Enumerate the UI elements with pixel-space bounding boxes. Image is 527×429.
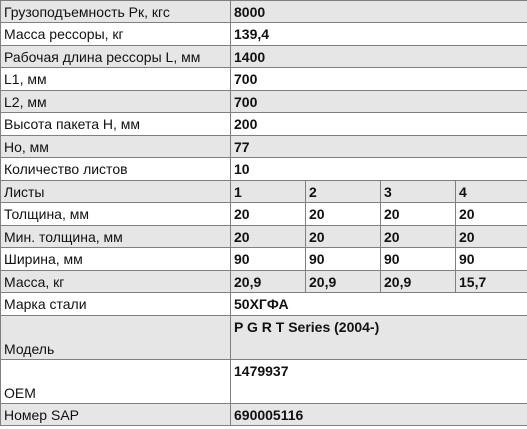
sap-row xyxy=(1,404,527,426)
row-value: 1400 xyxy=(231,46,527,68)
leaf-row-min-thickness xyxy=(1,226,527,248)
steel-row xyxy=(1,293,527,316)
table-row xyxy=(1,68,527,91)
leaf-cell: 20 xyxy=(381,203,456,226)
row-label: L1, мм xyxy=(1,68,231,91)
leaves-label: Листы xyxy=(1,181,231,203)
row-label: Ширина, мм xyxy=(1,248,231,271)
table-row xyxy=(1,113,527,136)
row-label: Масса, кг xyxy=(1,271,231,293)
leaf-column-3: 3 xyxy=(381,181,456,203)
leaf-cell: 90 xyxy=(456,248,527,271)
row-value: 8000 xyxy=(231,1,527,23)
table-row xyxy=(1,158,527,181)
leaf-cell: 20 xyxy=(306,203,381,226)
model-value: P G R T Series (2004-) xyxy=(231,316,527,360)
leaf-column-4: 4 xyxy=(456,181,527,203)
leaf-cell: 90 xyxy=(231,248,306,271)
table-row xyxy=(1,46,527,68)
leaf-cell: 20 xyxy=(306,226,381,248)
leaf-cell: 20,9 xyxy=(306,271,381,293)
table-row xyxy=(1,136,527,158)
steel-label: Марка стали xyxy=(1,293,231,316)
leaves-header-row xyxy=(1,181,527,203)
leaf-row-thickness xyxy=(1,203,527,226)
row-value: 139,4 xyxy=(231,23,527,46)
row-label: Высота пакета Н, мм xyxy=(1,113,231,136)
row-label: Толщина, мм xyxy=(1,203,231,226)
leaf-cell: 20 xyxy=(456,226,527,248)
row-label: Масса рессоры, кг xyxy=(1,23,231,46)
row-value: 200 xyxy=(231,113,527,136)
leaf-cell: 20 xyxy=(231,226,306,248)
sap-label: Номер SAP xyxy=(1,404,231,426)
model-label: Модель xyxy=(1,316,231,360)
row-value: 77 xyxy=(231,136,527,158)
oem-value: 1479937 xyxy=(231,360,527,404)
model-row xyxy=(1,316,527,360)
leaf-cell: 20 xyxy=(231,203,306,226)
row-label: Количество листов xyxy=(1,158,231,181)
row-label: Рабочая длина рессоры L, мм xyxy=(1,46,231,68)
leaf-cell: 20 xyxy=(381,226,456,248)
table-row xyxy=(1,91,527,113)
row-label: L2, мм xyxy=(1,91,231,113)
leaf-column-2: 2 xyxy=(306,181,381,203)
leaf-cell: 90 xyxy=(306,248,381,271)
leaf-cell: 20,9 xyxy=(231,271,306,293)
row-label: Грузоподъемность Рк, кгс xyxy=(1,1,231,23)
table-row xyxy=(1,1,527,23)
steel-value: 50ХГФА xyxy=(231,293,527,316)
leaf-cell: 15,7 xyxy=(456,271,527,293)
leaf-column-1: 1 xyxy=(231,181,306,203)
leaf-row-mass xyxy=(1,271,527,293)
row-value: 10 xyxy=(231,158,527,181)
leaf-cell: 90 xyxy=(381,248,456,271)
leaf-cell: 20 xyxy=(456,203,527,226)
row-label: Мин. толщина, мм xyxy=(1,226,231,248)
row-label: Но, мм xyxy=(1,136,231,158)
row-value: 700 xyxy=(231,68,527,91)
table-row xyxy=(1,23,527,46)
oem-label: OEM xyxy=(1,360,231,404)
sap-value: 690005116 xyxy=(231,404,527,426)
oem-row xyxy=(1,360,527,404)
leaf-cell: 20,9 xyxy=(381,271,456,293)
row-value: 700 xyxy=(231,91,527,113)
leaf-row-width xyxy=(1,248,527,271)
